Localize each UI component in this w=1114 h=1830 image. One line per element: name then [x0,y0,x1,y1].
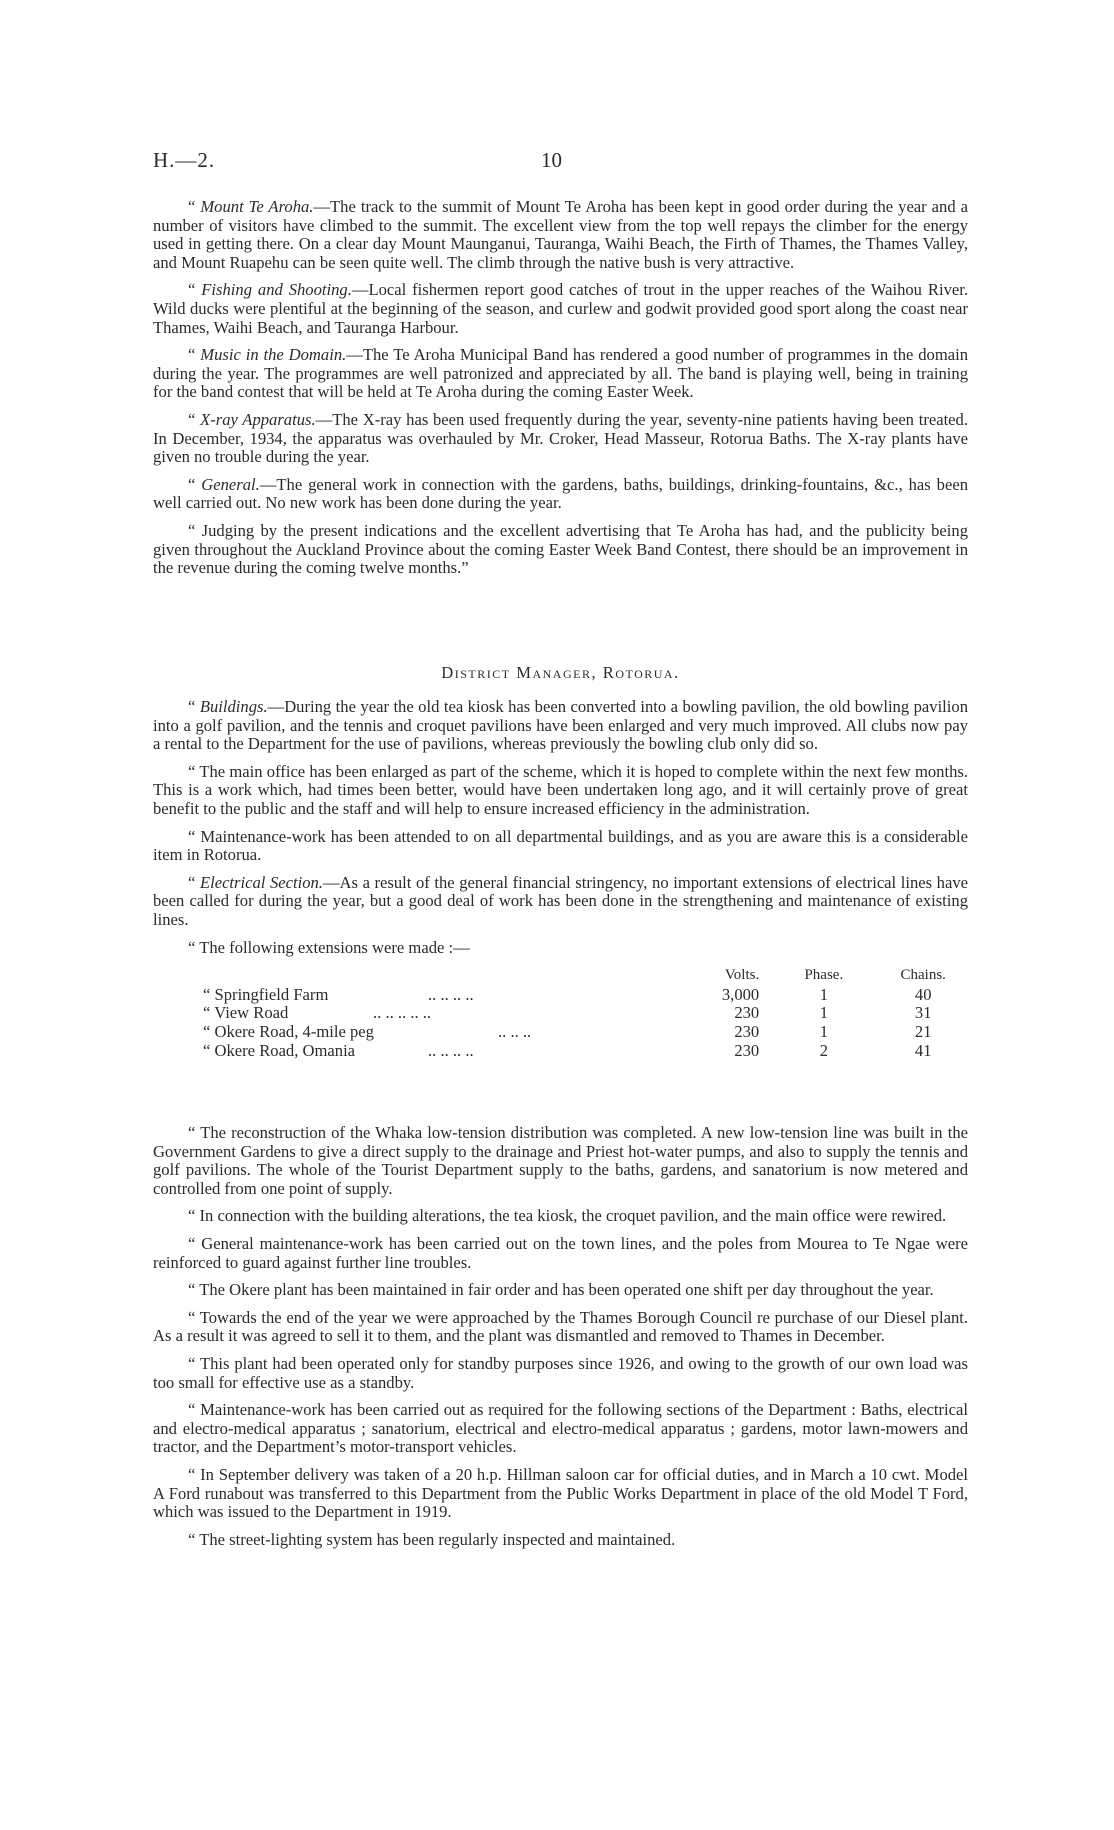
rotorua-electrical-section [153,1124,968,1558]
paragraph: “ This plant had been operated only for standby purposes since 1926, and owing to the growth of our own load was too small for effective use as a standby. [153,1353,968,1392]
section-heading: District Manager, Rotorua. [441,663,680,682]
paragraph: “ General maintenance-work has been carried out on the town lines, and the poles from Mourea to Te Ngae were reinforced to guard against further line troubles. [153,1233,969,1272]
rotorua-section [153,698,968,1060]
paragraph: “ Mount Te Aroha.—The track to the summit of Mount Te Aroha has been kept in good order during the year and a number of visitors have climbed to the summit. The excellent view from the top well repays the climber for the energy used in getting there. On a clear day Mount Maunganui, Tauranga, Waihi Beach, the Firth of Thames, the Thames Valley, and Mount Ruapehu can be seen quite well. The climb through the native bush is very attractive. [153,197,968,272]
paragraph: “ In connection with the building alterations, the tea kiosk, the croquet pavilion, and the main office were rewired. [188,1206,947,1226]
paragraph: “ Towards the end of the year we were approached by the Thames Borough Council re purchase of our Diesel plant. As a result it was agreed to sell it to them, and the plant was dismantled and removed to Thames in December. [153,1307,968,1346]
page-number: 10 [541,148,562,172]
paragraph: “ Maintenance-work has been carried out as required for the following sections of the Department : Baths, electrical and electro-medical apparatus ; sanatorium, electrical and electro-medical apparatus ; gardens, motor lawn-mowers and tractor, and the Department’s motor-transport vehicles. [153,1400,968,1457]
paragraph: “ The reconstruction of the Whaka low-tension distribution was completed. A new low-tension line was built in the Government Gardens to give a direct supply to the drainage and Priest hot-water pumps, and also to supply the tennis and golf pavilions. The whole of the Tourist Department supply to the baths, gardens, and sanatorium is now metered and controlled from one point of supply. [153,1123,968,1198]
report-code: H.—2. [153,148,216,172]
te-aroha-section [153,198,968,587]
paragraph: “ General.—The general work in connection with the gardens, baths, buildings, drinking-fountains, &c., has been well carried out. No new work has been done during the year. [153,474,968,513]
paragraph: “ X-ray Apparatus.—The X-ray has been used frequently during the year, seventy-nine patients having been treated. In December, 1934, the apparatus was overhauled by Mr. Croker, Head Masseur, Rotorua Baths. The X-ray plants have given no trouble during the year. [153,409,968,467]
paragraph: “ Buildings.—During the year the old tea kiosk has been converted into a bowling pavilion, the old bowling pavilion into a golf pavilion, and the tennis and croquet pavilions have been enlarged and very much improved. All clubs now pay a rental to the Department for the use of pavilions, whereas previously the bowling club only did so. [153,697,968,754]
paragraph: “ The following extensions were made :— [188,937,470,957]
table-row: “ Okere Road, 4-mile peg .. .. .. 230 1 21 [203,1021,932,1041]
paragraph: “ Judging by the present indications and the excellent advertising that Te Aroha has had, and the publicity being given throughout the Auckland Province about the coming Easter Week Band Contest, there should be an improvement in the revenue during the coming twelve months.” [153,520,968,578]
paragraph: “ Electrical Section.—As a result of the general financial stringency, no important extensions of electrical lines have been called for during the year, but a good deal of work has been done in the strengthening and maintenance of existing lines. [153,872,968,929]
paragraph: “ The Okere plant has been maintained in fair order and has been operated one shift per day throughout the year. [188,1280,934,1300]
paragraph: “ The street-lighting system has been regularly inspected and maintained. [188,1529,676,1549]
paragraph: “ The main office has been enlarged as part of the scheme, which it is hoped to complete within the next few months. This is a work which, had times been better, would have been undertaken long ago, and it will certainly prove of great benefit to the public and the staff and will help to ensure increased efficiency in the administration. [153,761,968,818]
table-header-row: Volts. Phase. Chains. [724,967,946,984]
extensions-table [203,966,968,1060]
paragraph: “ Music in the Domain.—The Te Aroha Municipal Band has rendered a good number of programmes in the domain during the year. The programmes are well patronized and appreciated by all. The band is playing well, being in training for the band contest that will be held at Te Aroha during the coming Easter Week. [153,345,969,402]
paragraph: “ Maintenance-work has been attended to on all departmental buildings, and as you are aware this is a considerable item in Rotorua. [153,826,968,865]
paragraph: “ Fishing and Shooting.—Local fishermen report good catches of trout in the upper reaches of the Waihou River. Wild ducks were plentiful at the beginning of the season, and curlew and godwit provided good sport along the coast near Thames, Waihi Beach, and Tauranga Harbour. [153,280,968,337]
table-row: “ View Road .. .. .. .. .. 230 1 31 [203,1003,932,1023]
table-row: “ Springfield Farm .. .. .. .. 3,000 1 40 [203,984,932,1004]
paragraph: “ In September delivery was taken of a 20 h.p. Hillman saloon car for official duties, and in March a 10 cwt. Model A Ford runabout was transferred to this Department from the Public Works Department in place of the old Model T Ford, which was issued to the Department in 1919. [153,1464,969,1522]
table-row: “ Okere Road, Omania .. .. .. .. 230 2 41 [203,1040,932,1060]
